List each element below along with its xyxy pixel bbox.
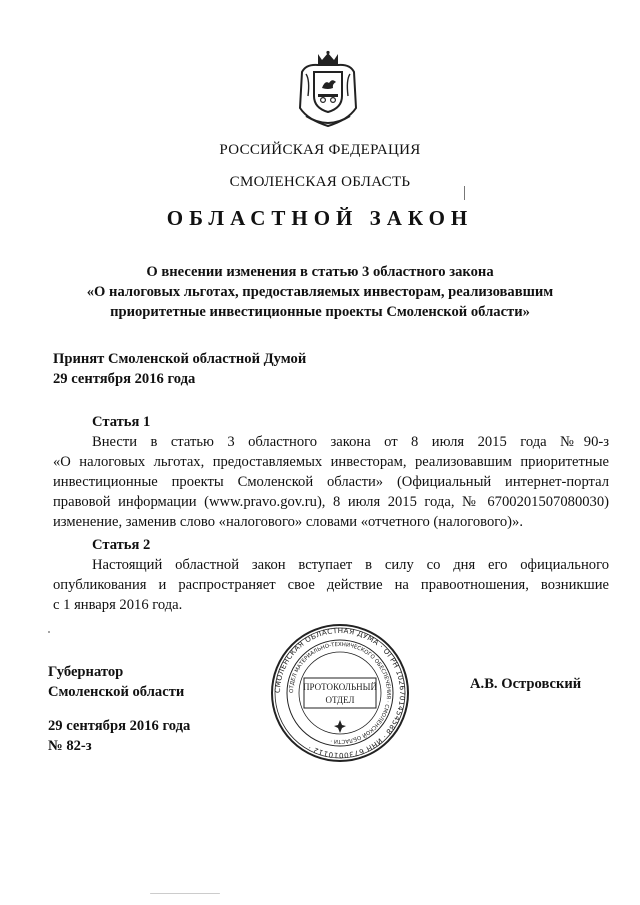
stamp-center-line-2: ОТДЕЛ <box>325 695 355 705</box>
stamp-center-line-1: ПРОТОКОЛЬНЫЙ <box>303 682 377 692</box>
article-1-title: Статья 1 <box>92 414 151 430</box>
article-1-line-4: правовой информации (www.pravo.gov.ru), 8 июля 2015 года, № 6700201507080030) <box>53 494 609 510</box>
adopted-line-2: 29 сентября 2016 года <box>53 371 196 387</box>
stamp-inner-text: ОТДЕЛ МАТЕРИАЛЬНО-ТЕХНИЧЕСКОГО ОБЕСПЕЧЕНИЯ · СМОЛЕНСКОЙ ОБЛАСТИ · <box>288 641 392 745</box>
subject-line-1: О внесении изменения в статью 3 областного закона <box>146 264 494 280</box>
signature-date: 29 сентября 2016 года <box>48 718 191 734</box>
article-1-line-1: Внести в статью 3 областного закона от 8 июля 2015 года №90-з <box>92 434 609 450</box>
article-1-line-2: «О налоговых льготах, предоставляемых инвесторам, реализовавшим приоритетные <box>53 454 609 470</box>
article-2-line-1: Настоящий областной закон вступает в силу со дня его официального <box>92 557 609 573</box>
signature-number: № 82-з <box>48 738 92 754</box>
article-2-line-2: опубликования и распространяет свое действие на правоотношения, возникшие <box>53 577 609 593</box>
header-region: СМОЛЕНСКАЯ ОБЛАСТЬ <box>229 174 411 190</box>
signature-name: А.В. Островский <box>470 676 582 692</box>
scan-speck <box>150 893 220 894</box>
scan-mark <box>464 186 465 200</box>
article-2-line-3: с 1 января 2016 года. <box>53 597 183 613</box>
signature-position-2: Смоленской области <box>48 684 185 700</box>
header-country: РОССИЙСКАЯ ФЕДЕРАЦИЯ <box>219 142 421 158</box>
doc-type-title: ОБЛАСТНОЙ ЗАКОН <box>166 206 474 230</box>
coat-of-arms-emblem <box>296 50 360 130</box>
article-2-title: Статья 2 <box>92 537 151 553</box>
signature-position-1: Губернатор <box>48 664 124 680</box>
article-1-line-3: инвестиционные проекты Смоленской области» (Официальный интернет-портал <box>53 474 609 490</box>
article-1-line-5: изменение, заменив слово «налогового» словами «отчетного (налогового)». <box>53 514 523 530</box>
adopted-line-1: Принят Смоленской областной Думой <box>53 351 307 367</box>
subject-line-3: приоритетные инвестиционные проекты Смоленской области» <box>110 304 530 320</box>
official-seal-stamp <box>270 623 410 763</box>
subject-line-2: «О налоговых льготах, предоставляемых инвесторам, реализовавшим <box>86 284 554 300</box>
scan-speck <box>48 631 50 633</box>
stamp-outer-text: СМОЛЕНСКАЯ ОБЛАСТНАЯ ДУМА · ОГРН 1026701454588 · ИНН 6730010112 · <box>272 625 408 761</box>
